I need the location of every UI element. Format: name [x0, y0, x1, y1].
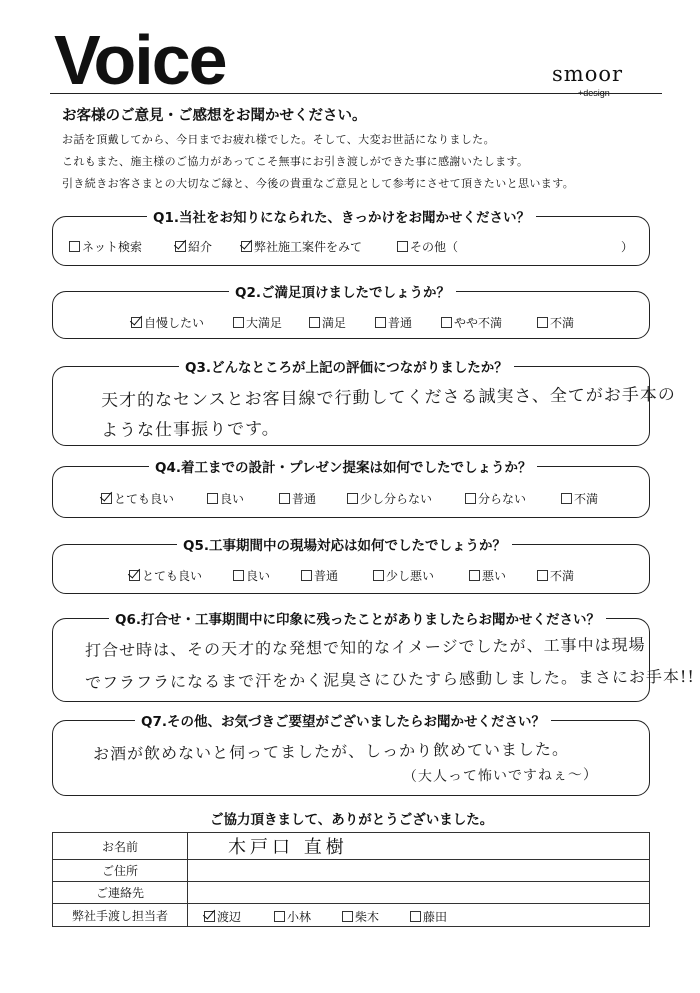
q2-option[interactable]: やや不満	[441, 314, 502, 331]
checkbox-checked-icon[interactable]	[175, 241, 186, 252]
q7-box	[52, 714, 650, 796]
staff-option[interactable]: 柴木	[342, 908, 379, 925]
checkbox-icon[interactable]	[342, 911, 353, 922]
customer-info-table	[52, 832, 650, 927]
q6-box	[52, 612, 695, 702]
q5-options	[129, 567, 641, 583]
q2-option[interactable]: 満足	[309, 314, 346, 331]
q2-option[interactable]: 普通	[375, 314, 412, 331]
checkbox-checked-icon[interactable]	[129, 570, 140, 581]
q5-option[interactable]: 普通	[301, 567, 338, 584]
checkbox-icon[interactable]	[233, 317, 244, 328]
q7-answer-line: （大人って怖いですねぇ〜）	[402, 766, 599, 786]
table-row	[53, 860, 650, 882]
q3-answer-line: 天才的なセンスとお客目線で行動してくださる誠実さ、全てがお手本の	[100, 384, 676, 412]
contact-label: ご連絡先	[53, 882, 188, 904]
intro-line: お話を頂戴してから、今日までお疲れ様でした。そして、大変お世話になりました。	[62, 133, 495, 146]
q2-option[interactable]: 大満足	[233, 314, 282, 331]
checkbox-checked-icon[interactable]	[241, 241, 252, 252]
q4-option[interactable]: 普通	[279, 490, 316, 507]
q1-options	[69, 238, 639, 254]
q2-options	[131, 314, 641, 330]
q5-box	[52, 538, 650, 594]
intro-line: 引き続きお客さまとの大切なご縁と、今後の貴重なご意見として参考にさせて頂きたいと思います。	[62, 177, 575, 190]
q3-answer-line: ような仕事振りです。	[100, 419, 280, 441]
intro-line: これもまた、施主様のご協力があってこそ無事にお引き渡しができた事に感謝いたします。	[62, 155, 529, 168]
q1-close-paren: ）	[621, 240, 634, 254]
q4-option[interactable]: 分らない	[465, 490, 526, 507]
q4-option[interactable]: とても良い	[101, 490, 174, 507]
q2-option[interactable]: 不満	[537, 314, 574, 331]
q6-answer-line: でフラフラになるまで汗をかく泥臭さにひたすら感動しました。まさにお手本!!	[84, 666, 695, 693]
checkbox-icon[interactable]	[469, 570, 480, 581]
contact-field[interactable]	[188, 882, 650, 904]
checkbox-icon[interactable]	[561, 493, 572, 504]
q4-option[interactable]: 少し分らない	[347, 490, 432, 507]
table-row	[53, 882, 650, 904]
header-divider	[50, 93, 662, 94]
q5-option[interactable]: 少し悪い	[373, 567, 434, 584]
q4-box	[52, 460, 650, 518]
checkbox-icon[interactable]	[410, 911, 421, 922]
q1-option[interactable]: 弊社施工案件をみて	[241, 238, 362, 255]
checkbox-icon[interactable]	[537, 570, 548, 581]
q3-title: Q3.どんなところが上記の評価につながりましたか？	[179, 356, 514, 376]
checkbox-checked-icon[interactable]	[131, 317, 142, 328]
q1-option[interactable]: ネット検索	[69, 238, 142, 255]
q7-title: Q7.その他、お気づきご要望がございましたらお聞かせください？	[135, 710, 551, 730]
checkbox-icon[interactable]	[309, 317, 320, 328]
checkbox-checked-icon[interactable]	[204, 911, 215, 922]
intro-heading: お客様のご意見・ご感想をお聞かせください。	[62, 108, 367, 124]
q1-option[interactable]: その他（	[397, 238, 458, 255]
q6-answer-line: 打合せ時は、その天才的な発想で知的なイメージでしたが、工事中は現場	[84, 635, 646, 660]
checkbox-icon[interactable]	[537, 317, 548, 328]
table-row	[53, 904, 650, 927]
checkbox-icon[interactable]	[274, 911, 285, 922]
checkbox-icon[interactable]	[397, 241, 408, 252]
checkbox-icon[interactable]	[441, 317, 452, 328]
checkbox-icon[interactable]	[233, 570, 244, 581]
brand-subtitle: +design	[578, 88, 610, 98]
q4-title: Q4.着工までの設計・プレゼン提案は如何でしたでしょうか？	[149, 456, 537, 476]
name-field[interactable]: 木戸口 直樹	[188, 833, 650, 860]
checkbox-icon[interactable]	[207, 493, 218, 504]
address-label: ご住所	[53, 860, 188, 882]
q1-option[interactable]: 紹介	[175, 238, 212, 255]
closing-message: ご協力頂きまして、ありがとうございました。	[210, 812, 494, 828]
table-row	[53, 833, 650, 860]
q5-option[interactable]: 良い	[233, 567, 270, 584]
staff-option[interactable]: 渡辺	[204, 908, 241, 925]
q4-option[interactable]: 不満	[561, 490, 598, 507]
staff-option[interactable]: 藤田	[410, 908, 447, 925]
checkbox-icon[interactable]	[301, 570, 312, 581]
staff-options	[188, 904, 650, 927]
checkbox-icon[interactable]	[375, 317, 386, 328]
q6-title: Q6.打合せ・工事期間中に印象に残ったことがありましたらお聞かせください？	[109, 608, 606, 628]
checkbox-icon[interactable]	[373, 570, 384, 581]
page-title: Voice	[54, 21, 226, 99]
brand-logo: smoor	[552, 62, 624, 86]
q5-option[interactable]: 悪い	[469, 567, 506, 584]
checkbox-icon[interactable]	[69, 241, 80, 252]
address-field[interactable]	[188, 860, 650, 882]
checkbox-checked-icon[interactable]	[101, 493, 112, 504]
q4-option[interactable]: 良い	[207, 490, 244, 507]
q4-options	[101, 490, 641, 506]
q7-answer-line: お酒が飲めないと伺ってましたが、しっかり飲めていました。	[92, 739, 570, 764]
checkbox-icon[interactable]	[347, 493, 358, 504]
q2-title: Q2.ご満足頂けましたでしょうか？	[229, 281, 456, 301]
q5-option[interactable]: 不満	[537, 567, 574, 584]
q1-title: Q1.当社をお知りになられた、きっかけをお聞かせください？	[147, 206, 536, 226]
q2-option[interactable]: 自慢したい	[131, 314, 204, 331]
q1-box	[52, 210, 650, 266]
q3-box	[52, 360, 676, 446]
name-label: お名前	[53, 833, 188, 860]
q5-option[interactable]: とても良い	[129, 567, 202, 584]
q5-title: Q5.工事期間中の現場対応は如何でしたでしょうか？	[177, 534, 512, 554]
checkbox-icon[interactable]	[465, 493, 476, 504]
staff-label: 弊社手渡し担当者	[53, 904, 188, 927]
q2-box	[52, 285, 650, 339]
checkbox-icon[interactable]	[279, 493, 290, 504]
staff-option[interactable]: 小林	[274, 908, 311, 925]
